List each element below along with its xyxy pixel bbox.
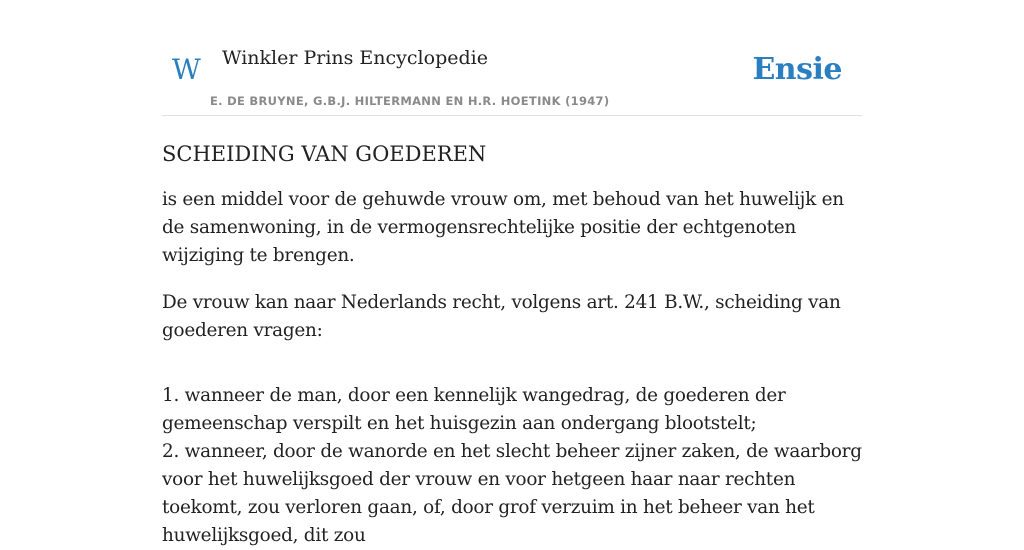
- source-header: [162, 40, 862, 116]
- book-title[interactable]: Winkler Prins Encyclopedie: [222, 47, 488, 69]
- ensie-logo[interactable]: Ensie: [752, 52, 842, 87]
- article-paragraph: De vrouw kan naar Nederlands recht, volgens art. 241 B.W., scheiding van goederen vragen:: [162, 292, 841, 341]
- list-item: 1. wanneer de man, door een kennelijk wangedrag, de goederen der gemeenschap verspilt en het huisgezin aan ondergang blootstelt;: [162, 385, 786, 434]
- winkler-prins-logo[interactable]: W: [172, 53, 201, 86]
- list-item: 2. wanneer, door de wanorde en het slecht beheer zijner zaken, de waarborg voor het huwelijksgoed der vrouw en voor hetgeen haar naar rechten toekomt, zou verloren gaan, of, door grof verzuim in het beheer van het huwelijksgoed, dit zou: [162, 441, 862, 546]
- book-authors: E. DE BRUYNE, G.B.J. HILTERMANN EN H.R. HOETINK (1947): [210, 94, 610, 108]
- conditions-list: [162, 382, 862, 550]
- article: [162, 136, 862, 550]
- article-title: SCHEIDING VAN GOEDEREN: [162, 142, 487, 166]
- article-paragraph: is een middel voor de gehuwde vrouw om, met behoud van het huwelijk en de samenwoning, in de vermogensrechtelijke positie der echtgenoten wijziging te brengen.: [162, 189, 844, 266]
